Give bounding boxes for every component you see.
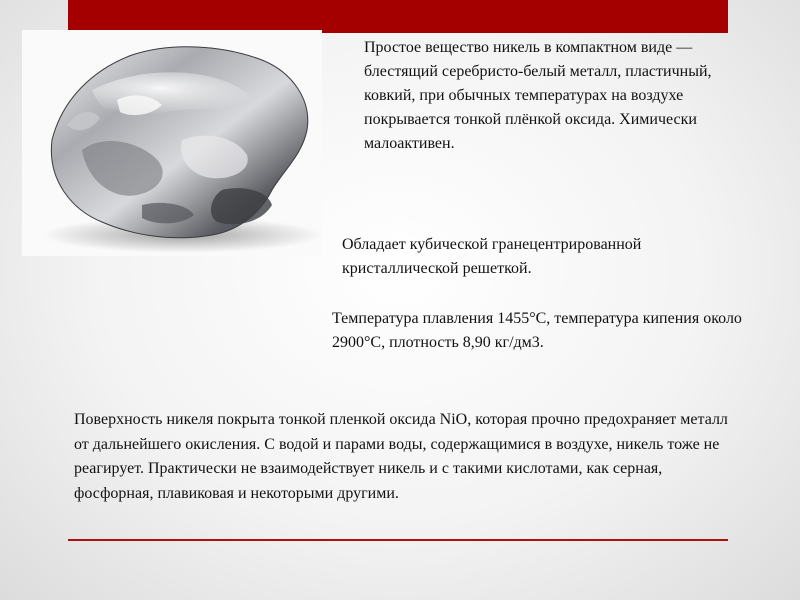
- bottom-rule: [68, 539, 728, 541]
- nickel-nugget-photo: [22, 30, 322, 256]
- top-accent-bar: [68, 0, 728, 33]
- paragraph-oxide-surface: Поверхность никеля покрыта тонкой пленкой оксида NiO, которая прочно предохраняет металл от дальнейшего окисления. С водой и парами воды, содержащимися в воздухе, никель тоже не реагирует. Практически не взаимодействует никель и с такими кислотами, как серная, фосфорная, плавиковая и некоторыми другими.: [74, 411, 728, 502]
- paragraph-crystal-lattice: Обладает кубической гранецентрированной кристаллической решеткой.: [342, 236, 642, 277]
- paragraph-physical-constants: Температура плавления 1455°С, температура кипения около 2900°С, плотность 8,90 кг/дм3.: [332, 310, 742, 351]
- paragraph-simple-substance: Простое вещество никель в компактном виде — блестящий серебристо-белый металл, пластичный, ковкий, при обычных температурах на воздухе покрывается тонкой плёнкой оксида. Химически малоактивен.: [364, 39, 712, 152]
- nickel-nugget-image: [22, 30, 322, 256]
